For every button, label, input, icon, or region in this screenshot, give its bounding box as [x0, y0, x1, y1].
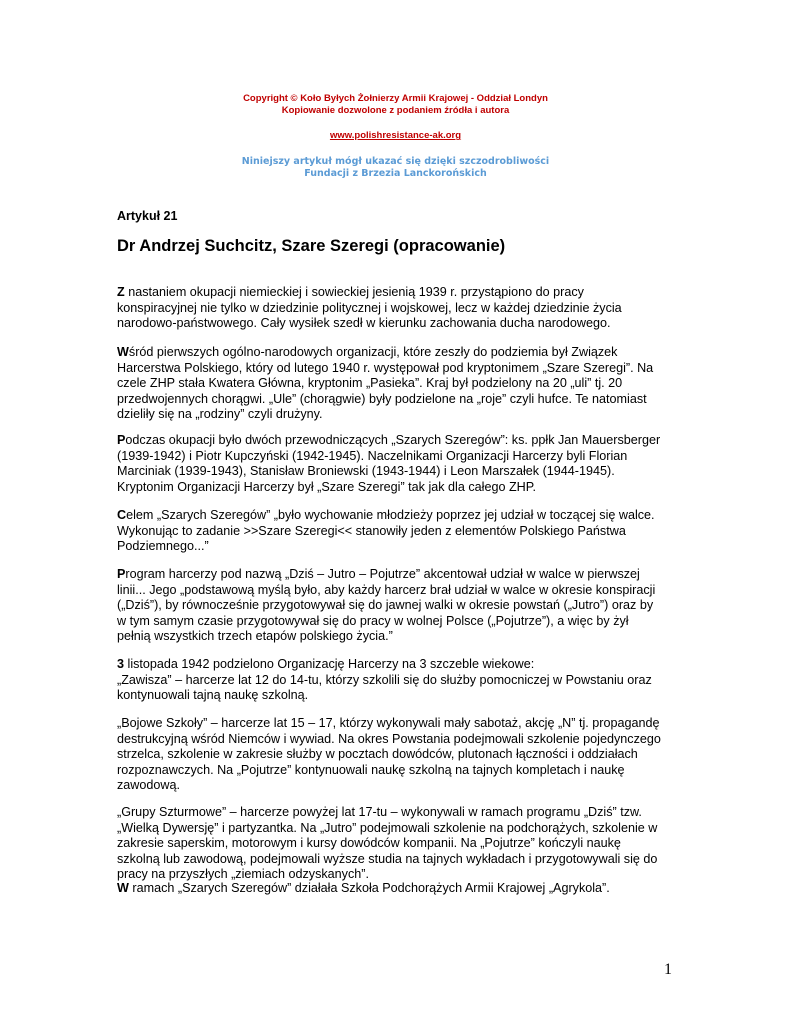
paragraph-9: W ramach „Szarych Szeregów” działała Szkoła Podchorążych Armii Krajowej „Agrykola”. [117, 881, 610, 895]
article-number: Artykuł 21 [117, 209, 178, 223]
paragraph-2: Wśród pierwszych ogólno-narodowych organizacji, które zeszły do podziemia był Związek Harcerstwa Polskiego, który od lutego 1940 r. występował pod kryptonimem „Szare Szeregi”. Na czele ZHP stała Kwatera Główna, kryptonim „Pasieka”. Kraj był podzielony na 20 „uli” tj. 20 przedwojennych chorągwi. „Ule” (chorągwie) były podzielone na „roje” czyli hufce. Te natomiast dzieliły się na „rodziny” czyli drużyny. [117, 345, 654, 422]
paragraph-4: Celem „Szarych Szeregów” „było wychowanie młodzieży poprzez jej udział w toczącej się walce. Wykonując to zadanie >>Szare Szeregi<< stanowiły jeden z elementów Polskiego Państwa Podziemnego...” [117, 508, 655, 554]
copyright-notice: Copyright © Koło Byłych Żołnierzy Armii Krajowej - Oddział Londyn [243, 93, 548, 104]
paragraph-3: Podczas okupacji było dwóch przewodniczących „Szarych Szeregów”: ks. ppłk Jan Mauersberger (1939-1942) i Piotr Kupczyński (1942-1945). Naczelnikami Organizacji Harcerzy byli Florian Marciniak (1939-1943), Stanisław Broniewski (1943-1944) i Leon Marszałek (1944-1945). Kryptonim Organizacji Harcerzy był „Szare Szeregi” tak jak dla całego ZHP. [117, 433, 661, 494]
copying-permission: Kopiowanie dozwolone z podaniem źródła i autora [281, 105, 510, 116]
article-title: Dr Andrzej Suchcitz, Szare Szeregi (opracowanie) [117, 237, 506, 255]
paragraph-initial: Z [117, 285, 125, 299]
paragraph-initial: W [117, 881, 129, 895]
paragraph-5: Program harcerzy pod nazwą „Dziś – Jutro – Pojutrze” akcentował udział w walce w pierwszej linii... Jego „podstawową myślą było, aby każdy harcerz brał udział w walce w okresie konspiracji („Dziś”), by równocześnie przygotowywał się do jawnej walki w okresie powstań („Jutro”) oraz by w tym samym czasie przygotowywał się do pracy w wolnej Polsce („Pojutrze”), a więc by żył pełnią wszystkich trzech etapów polskiego życia.” [117, 567, 656, 644]
paragraph-initial: 3 [117, 657, 125, 671]
paragraph-6: 3 listopada 1942 podzielono Organizację Harcerzy na 3 szczeble wiekowe: „Zawisza” – harcerze lat 12 do 14-tu, którzy szkolili się do służby pomocniczej w Powstaniu oraz kontynuowali tajną naukę szkolną. [117, 657, 652, 703]
paragraph-initial: C [117, 508, 127, 522]
paragraph-8: „Grupy Szturmowe” – harcerze powyżej lat 17-tu – wykonywali w ramach programu „Dziś” tzw. „Wielką Dywersję” i partyzantka. Na „Jutro” podejmowali szkolenie na podchorążych, szkolenie w zakresie saperskim, motorowym i kursy dowódców kompanii. Na „Pojutrze” kończyli naukę szkolną lub zawodową, podejmowali wyższe studia na tajnych wykładach i przygotowywali się do pracy na przyszłych „ziemiach odzyskanych”. [117, 805, 658, 882]
paragraph-initial: W [117, 345, 129, 359]
website-link[interactable]: www.polishresistance-ak.org [329, 130, 462, 141]
page-number: 1 [664, 961, 672, 978]
paragraph-initial: P [117, 433, 126, 447]
funding-note-line2: Fundacji z Brzezia Lanckorońskich [304, 168, 487, 179]
funding-note-line1: Niniejszy artykuł mógł ukazać się dzięki szczodrobliwości [241, 156, 550, 167]
paragraph-initial: P [117, 567, 126, 581]
paragraph-7: „Bojowe Szkoły” – harcerze lat 15 – 17, którzy wykonywali mały sabotaż, akcję „N” tj. propagandę destrukcyjną wśród Niemców i wywiad. Na okres Powstania podejmowali szkolenie pojedynczego strzelca, szkolenie w zakresie służby w pocztach dowódców, plutonach łączności i oddziałach rozpoznawczych. Na „Pojutrze” kontynuowali naukę szkolną na tajnych kompletach i naukę zawodową. [117, 716, 661, 793]
paragraph-1: Z nastaniem okupacji niemieckiej i sowieckiej jesienią 1939 r. przystąpiono do pracy konspiracyjnej nie tylko w dziedzinie politycznej i wojskowej, lecz w każdej dziedzinie życia narodowo-państwowego. Cały wysiłek szedł w kierunku zachowania ducha narodowego. [117, 285, 622, 331]
